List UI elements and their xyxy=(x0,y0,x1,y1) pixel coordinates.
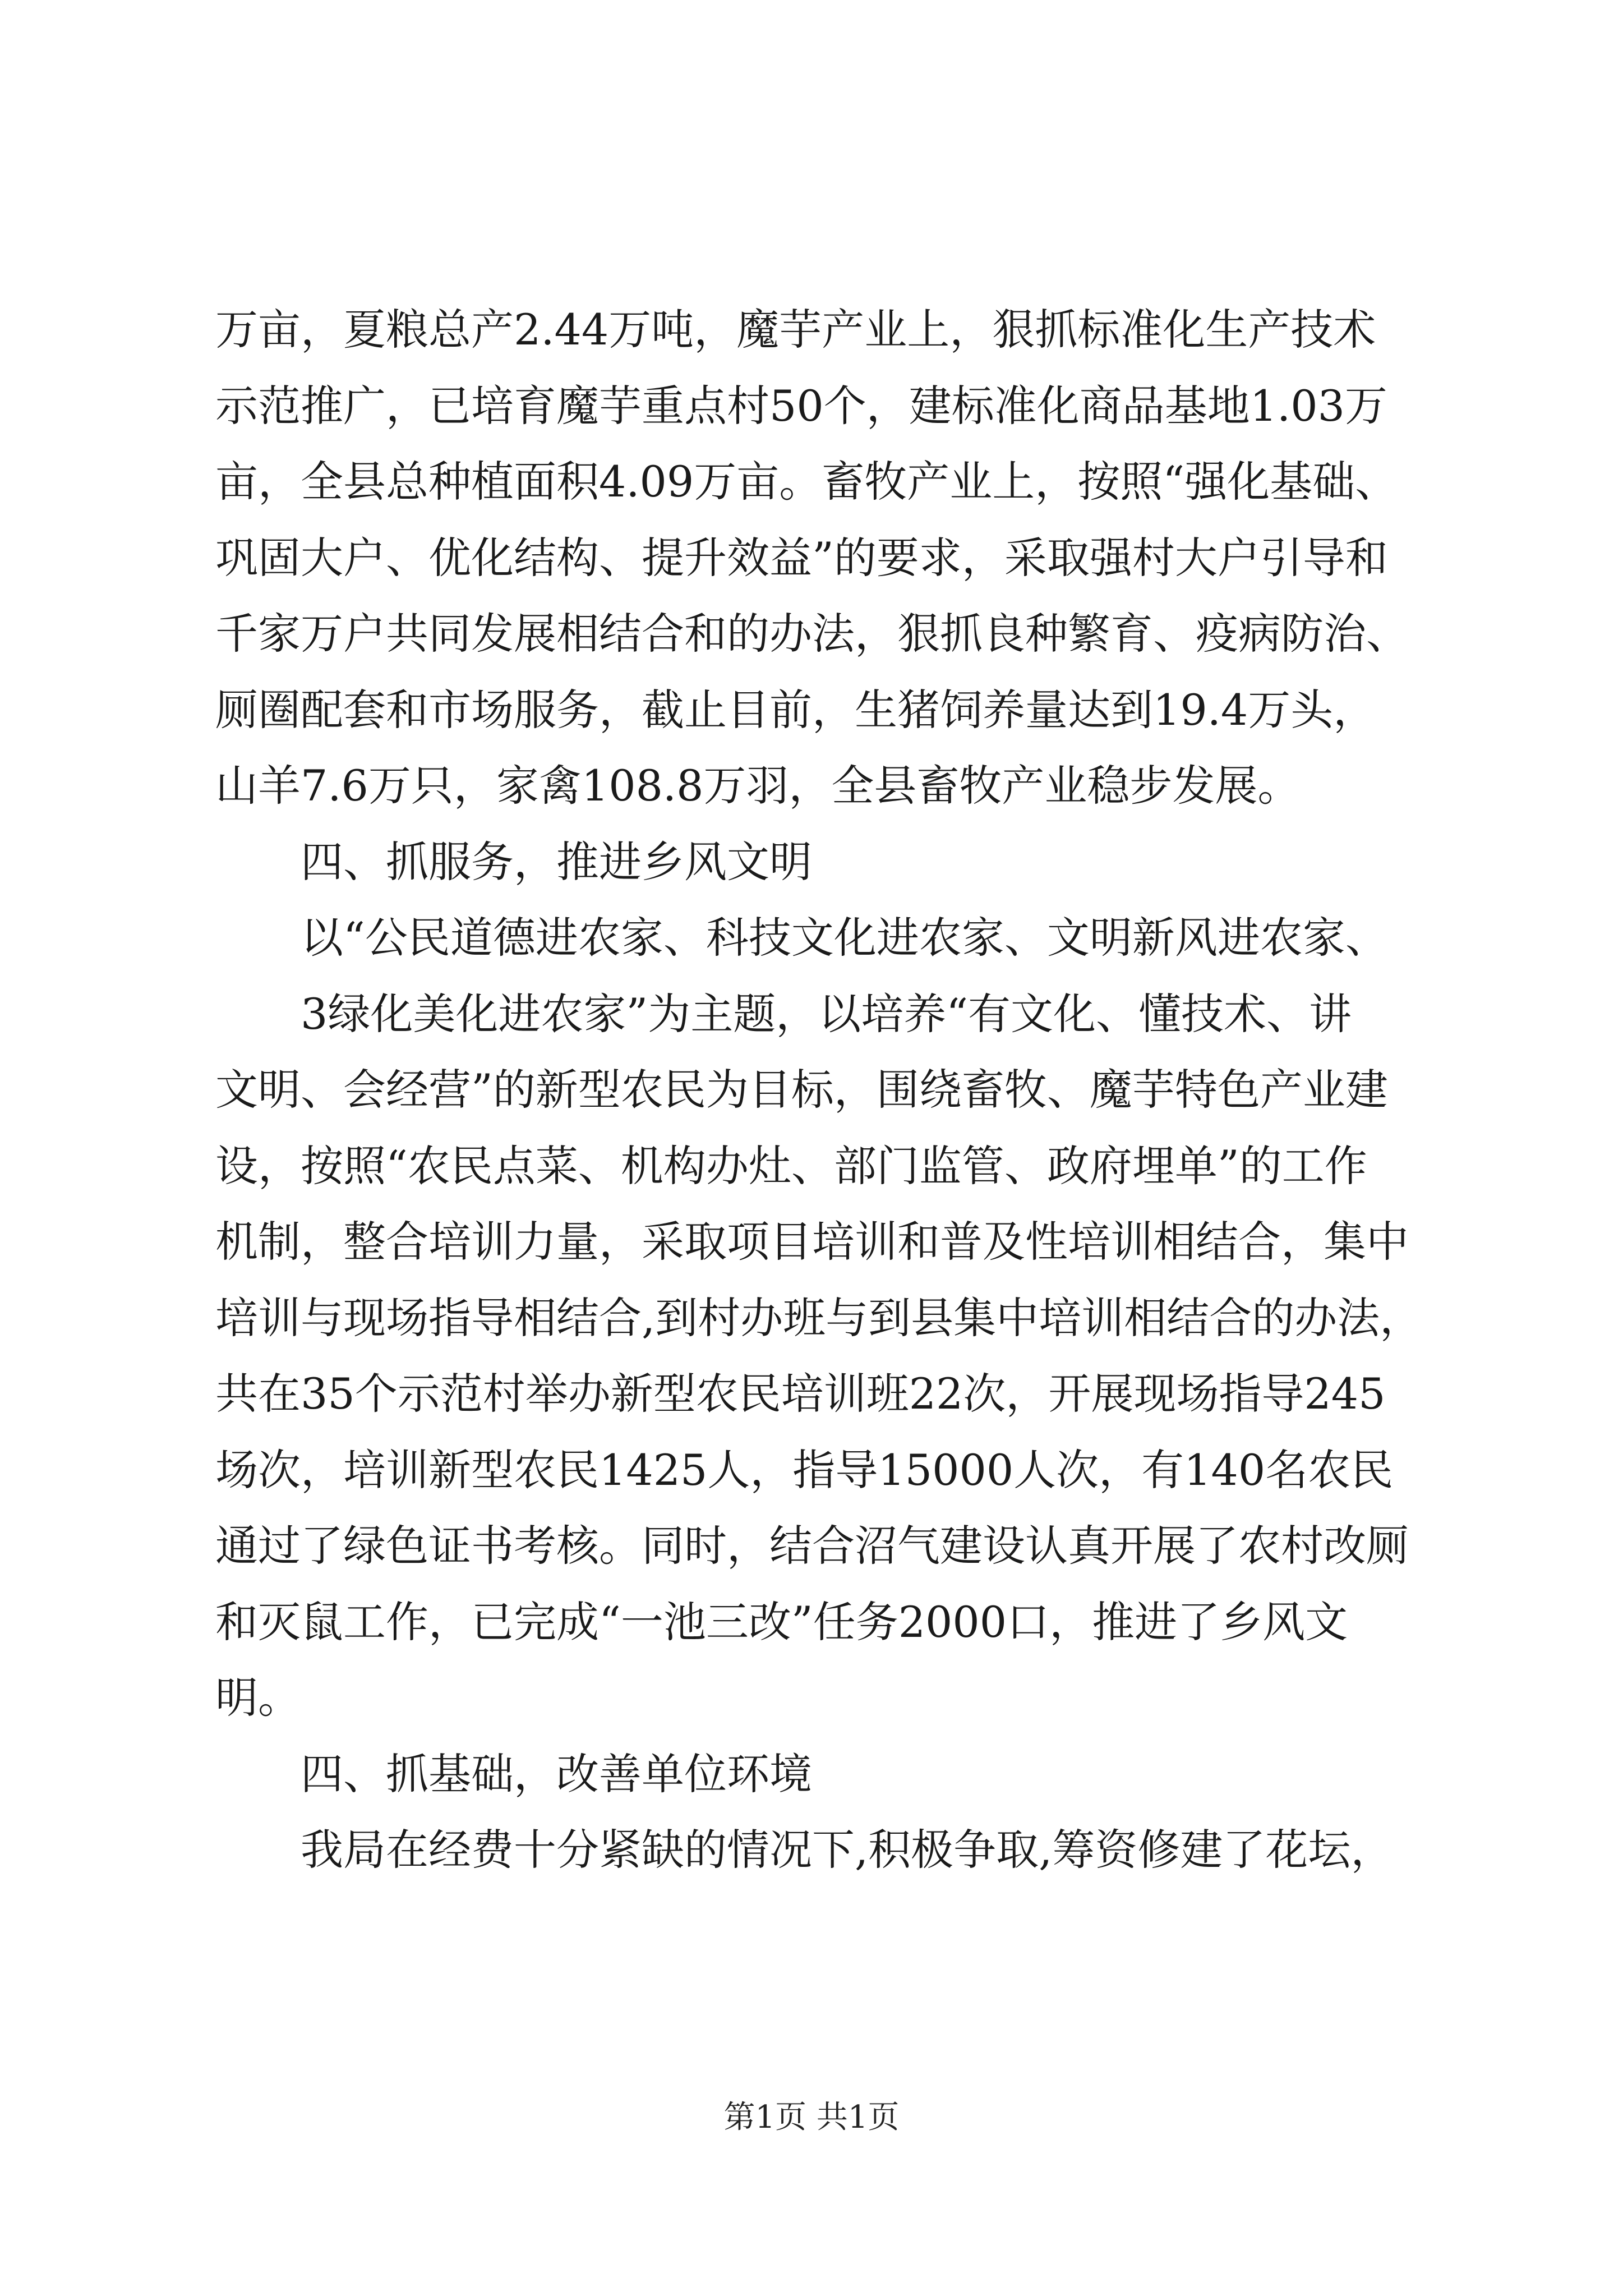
text-line: 机制，整合培训力量，采取项目培训和普及性培训相结合，集中 xyxy=(215,1217,1409,1267)
text-line: 通过了绿色证书考核。同时，结合沼气建设认真开展了农村改厕 xyxy=(215,1521,1409,1571)
text-line: 场次，培训新型农民1425人，指导15000人次，有140名农民 xyxy=(215,1444,1394,1495)
text-line: 示范推广，已培育魔芋重点村50个，建标准化商品基地1.03万 xyxy=(215,380,1387,431)
text-line: 3绿化美化进农家”为主题，以培养“有文化、懂技术、讲 xyxy=(301,988,1352,1039)
text-line: 四、抓基础，改善单位环境 xyxy=(301,1749,812,1799)
text-line: 培训与现场指导相结合,到村办班与到县集中培训相结合的办法， xyxy=(215,1292,1423,1343)
text-line: 山羊7.6万只，家禽108.8万羽，全县畜牧产业稳步发展。 xyxy=(215,761,1301,811)
page-footer: 第1页 共1页 xyxy=(723,2099,900,2136)
text-line: 千家万户共同发展相结合和的办法，狠抓良种繁育、疫病防治、 xyxy=(215,609,1409,659)
text-line: 万亩，夏粮总产2.44万吨，魔芋产业上，狠抓标准化生产技术 xyxy=(215,305,1376,355)
body-text xyxy=(215,292,1423,1888)
text-line: 四、抓服务，推进乡风文明 xyxy=(301,836,812,887)
text-line: 我局在经费十分紧缺的情况下,积极争取,筹资修建了花坛， xyxy=(301,1825,1394,1875)
text-line: 共在35个示范村举办新型农民培训班22次，开展现场指导245 xyxy=(215,1369,1386,1419)
text-line: 以“公民道德进农家、科技文化进农家、文明新风进农家、 xyxy=(301,913,1388,963)
text-line: 厕圈配套和市场服务，截止目前，生猪饲养量达到19.4万头， xyxy=(215,684,1376,735)
text-line: 亩，全县总种植面积4.09万亩。畜牧产业上，按照“强化基础、 xyxy=(215,457,1398,507)
text-line: 文明、会经营”的新型农民为目标，围绕畜牧、魔芋特色产业建 xyxy=(215,1065,1388,1115)
text-line: 明。 xyxy=(215,1673,301,1723)
text-line: 巩固大户、优化结构、提升效益”的要求，采取强村大户引导和 xyxy=(215,532,1388,583)
text-line: 和灭鼠工作，已完成“一池三改”任务2000口，推进了乡风文 xyxy=(215,1596,1348,1647)
text-line: 设，按照“农民点菜、机构办灶、部门监管、政府埋单”的工作 xyxy=(215,1140,1367,1191)
